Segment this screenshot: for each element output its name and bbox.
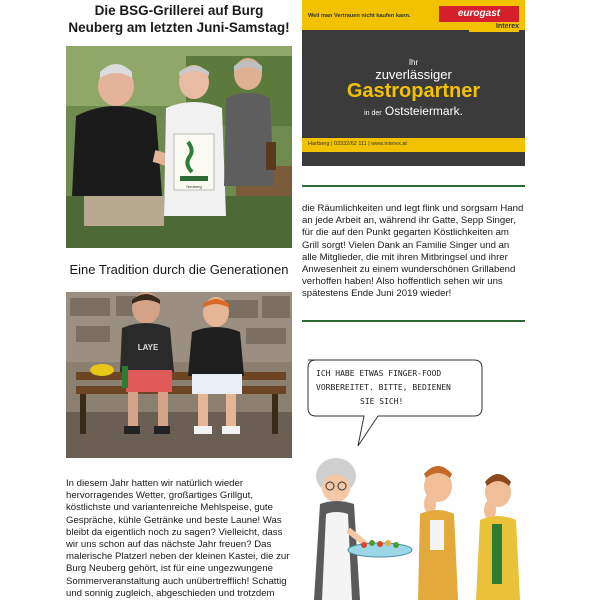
eurogast-advertisement [302,0,525,166]
bubble-line-2: VORBEREITET. BITTE, BEDIENEN [316,383,451,392]
divider-top [302,185,525,187]
section-subhead: Eine Tradition durch die Generationen [69,262,289,277]
text-line: Burg Neuberg gehört, ist für eine ungezwungene [66,563,273,575]
text-line: verhoffen haben! Also hoffentlich sehen wir uns [302,276,503,288]
divider-bottom [302,320,525,322]
ad-line-4 [302,104,525,118]
ad-footer [302,138,525,152]
right-body-text [302,203,525,301]
ad-slogan: Weil man Vertrauen nicht kaufen kann. [308,13,411,19]
text-line: an jede Arbeit an, während ihr Gatte, Sepp Singer, [302,215,516,227]
text-line: Grill sorgt! Vielen Dank an Familie Singer und an [302,239,510,251]
photo-boys-bench-image [66,292,292,458]
ad-line-2: zuverlässiger [375,67,452,82]
photo-boys-bench [66,292,292,458]
left-body-text [66,478,292,600]
text-line: und sonnig zugleich, abgeschieden und trotzdem [66,587,275,599]
text-line: Sommerveranstaltung auch unübertrefflich! Schattig [66,575,287,587]
text-line: alle Mitglieder, die mit ihren Mitbringsel und ihrer [302,251,508,263]
text-line: für die auf den Punkt gegarten Köstlichkeiten am [302,227,509,239]
text-line: malerische Platzerl neben der kleinen Kastei, die zur [66,551,290,563]
photo-certificate-text: Neuberg [186,184,202,189]
photo-group-grill [66,46,292,248]
interex-logo: Interex [469,22,519,32]
text-line: die Räumlichkeiten und legt flink und sorgsam Hand [302,203,524,214]
text-line: Anwesenheit zu einem wunderschönen Grillabend [302,264,516,276]
text-line: bleibt da eigentlich noch zu sagen? Vielleicht, dass [66,526,283,538]
photo-shirt-text: LAYE [137,343,159,352]
headline-line-1: Die BSG-Grillerei auf Burg [94,3,264,18]
headline-line-2: Neuberg am letzten Juni-Samstag! [68,20,290,35]
bubble-line-3: SIE SICH! [360,397,404,406]
text-line: In diesem Jahr hatten wir natürlich wieder [66,478,244,489]
eurogast-logo: eurogast [439,6,519,22]
article-headline [66,2,292,36]
cartoon-finger-food [302,354,525,600]
ad-footer-text: Hartberg | 03332/62 111 | www.interex.at [308,141,407,147]
text-line: Gespräche, kühle Getränke und beste Laune! Was [66,514,282,526]
text-line: spätestens Ende Juni 2019 wieder! [302,288,452,300]
text-line: wir uns schon auf das nächste Jahr freuen? Das [66,539,272,551]
cartoon-illustration [302,354,525,600]
text-line: hervorragendes Wetter, großartiges Grillgut, [66,490,253,502]
ad-line-4-main: Oststeiermark. [384,104,463,118]
ad-line-1: Ihr [408,58,419,67]
bubble-line-1: ICH HABE ETWAS FINGER-FOOD [316,369,442,378]
text-line: köstlichste und variantenreiche Mehlspeise, gute [66,502,273,514]
ad-line-3: Gastropartner [346,80,481,102]
ad-line-4-small: in der [364,110,382,117]
photo-group-grill-image [66,46,292,248]
